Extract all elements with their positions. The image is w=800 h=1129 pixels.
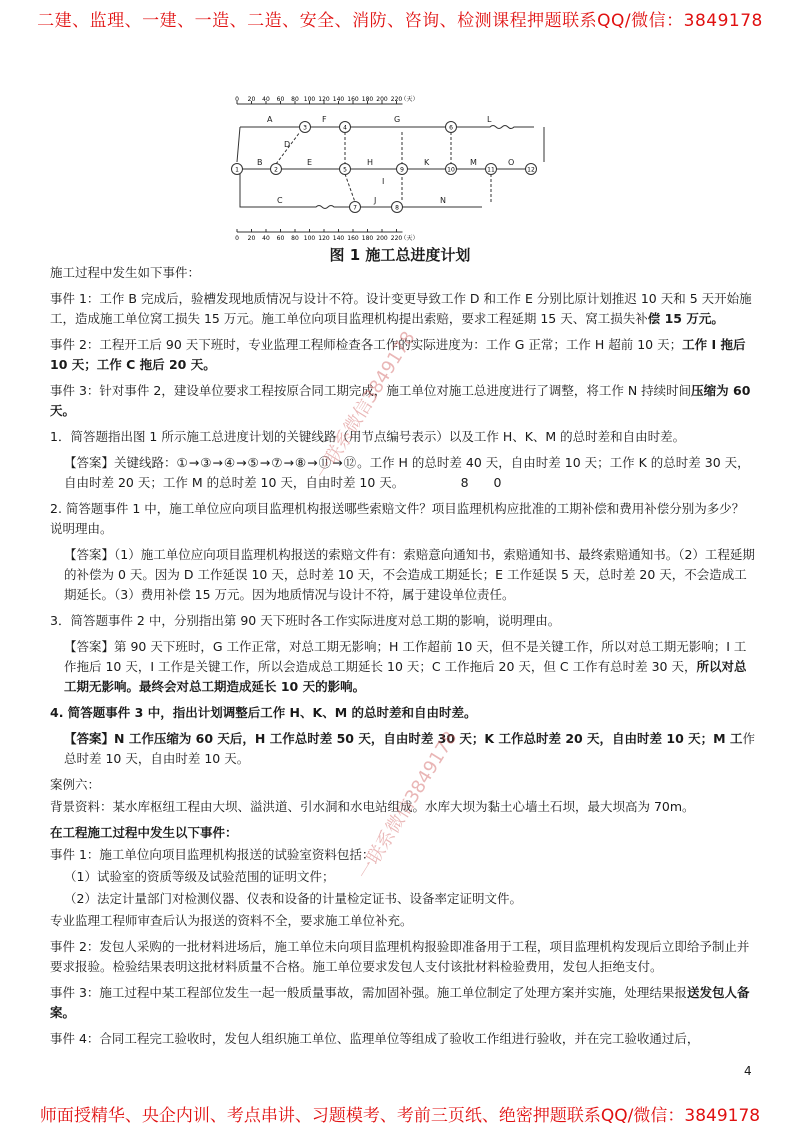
axis-tick-label: 20 bbox=[247, 235, 256, 242]
question-4: 4. 简答题事件 3 中，指出计划调整后工作 H、K、M 的总时差和自由时差。 bbox=[50, 705, 477, 720]
activity-label: M bbox=[470, 158, 477, 167]
axis-tick-label: 140 bbox=[332, 235, 345, 242]
activity-label: O bbox=[508, 158, 515, 167]
activity-label: A bbox=[267, 115, 273, 124]
node-label: 8 bbox=[395, 204, 399, 212]
axis-tick-label: 0 bbox=[235, 235, 239, 242]
axis-tick-label: 140 bbox=[332, 96, 345, 103]
axis-tick-label: 180 bbox=[361, 96, 374, 103]
activity-label: F bbox=[322, 115, 327, 124]
document-body bbox=[50, 263, 756, 1055]
case-event-3: 事件 3：施工过程中某工程部位发生一起一般质量事故，需加固补强。施工单位制定了处理方案并实施，处理结果报送发包人备案。 bbox=[50, 985, 750, 1020]
axis-unit-label: （天） bbox=[400, 96, 419, 103]
axis-tick-label: 40 bbox=[262, 96, 270, 103]
question-2: 2. 简答题事件 1 中，施工单位应向项目监理机构报送哪些索赔文件？项目监理机构应批准的工期补偿和费用补偿分别为多少？说明理由。 bbox=[50, 501, 745, 536]
node-label: 11 bbox=[487, 166, 495, 174]
case-event-1-item-2: （2）法定计量部门对检测仪器、仪表和设备的计量检定证书、设备率定证明文件。 bbox=[64, 891, 522, 906]
axis-tick-label: 120 bbox=[318, 235, 330, 242]
axis-tick-label: 220 bbox=[390, 235, 403, 242]
events-heading: 在工程施工过程中发生以下事件： bbox=[50, 825, 238, 840]
axis-tick-label: 20 bbox=[247, 96, 256, 103]
node-label: 4 bbox=[343, 124, 347, 132]
axis-tick-label: 180 bbox=[361, 235, 374, 242]
axis-tick-label: 80 bbox=[291, 96, 299, 103]
page-number: 4 bbox=[744, 1064, 752, 1078]
intro-text: 施工过程中发生如下事件： bbox=[50, 265, 201, 280]
axis-tick-label: 160 bbox=[347, 235, 359, 242]
axis-tick-label: 100 bbox=[303, 235, 316, 242]
question-3: 3．简答题事件 2 中，分别指出第 90 天下班时各工作实际进度对总工期的影响，说明理由。 bbox=[50, 613, 561, 628]
node-label: 5 bbox=[343, 166, 347, 174]
activity-label: L bbox=[487, 115, 492, 124]
time-axis-top bbox=[235, 96, 418, 104]
node-label: 9 bbox=[400, 166, 404, 174]
watermark-1: 一联系微信3849178 bbox=[311, 327, 420, 484]
background-text: 背景资料：某水库枢纽工程由大坝、溢洪道、引水洞和水电站组成。水库大坝为黏土心墙土石坝，最大坝高为 70m。 bbox=[50, 799, 695, 814]
event-1: 事件 1：工作 B 完成后，验槽发现地质情况与设计不符。设计变更导致工作 D 和工作 E 分别比原计划推迟 10 天和 5 天开始施工，造成施工单位窝工损失 15 万元。施工单位向项目监理机构提出索赔，要求工程延期 15 天、窝工损失补偿 15 万元。 bbox=[50, 291, 752, 326]
activity-label-layer bbox=[257, 115, 514, 205]
axis-tick-label: 80 bbox=[291, 235, 299, 242]
question-1: 1．简答题指出图 1 所示施工总进度计划的关键线路（用节点编号表示）以及工作 H、K、M 的总时差和自由时差。 bbox=[50, 429, 686, 444]
activity-label: G bbox=[394, 115, 401, 124]
axis-tick-label: 160 bbox=[347, 96, 359, 103]
axis-tick-label: 60 bbox=[276, 235, 285, 242]
event-2: 事件 2：工程开工后 90 天下班时，专业监理工程师检查各工作的实际进度为：工作 G 正常；工作 H 超前 10 天；工作 I 拖后 10 天；工作 C 拖后 20 天。 bbox=[50, 337, 746, 372]
activity-label: C bbox=[277, 196, 283, 205]
node-label: 10 bbox=[447, 166, 455, 174]
watermark-2: 一联系微信3849178 bbox=[353, 727, 462, 884]
activity-label: N bbox=[440, 196, 446, 205]
network-schedule-diagram bbox=[222, 92, 552, 242]
activity-label: B bbox=[257, 158, 263, 167]
activity-label: D bbox=[284, 140, 291, 149]
footer-banner: 师面授精华、央企内训、考点串讲、习题模考、考前三页纸、绝密押题联系QQ/微信：3849178 bbox=[39, 1106, 761, 1126]
figure-title: 图 1 施工总进度计划 bbox=[329, 246, 471, 264]
answer-3: 【答案】第 90 天下班时，G 工作正常，对总工期无影响；H 工作超前 10 天，但不是关键工作，所以对总工期无影响；I 工作拖后 10 天，I 工作是关键工作，所以会造成总工期延长 10 天；C 工作拖后 20 天，但 C 工作有总时差 30 天，所以对总工期无影响。最终会对总工期造成延长 10 天的影响。 bbox=[64, 639, 747, 694]
axis-tick-label: 200 bbox=[376, 96, 388, 103]
header-banner: 二建、监理、一建、一造、二造、安全、消防、咨询、检测课程押题联系QQ/微信：3849178 bbox=[37, 11, 763, 31]
review-text: 专业监理工程师审查后认为报送的资料不全，要求施工单位补充。 bbox=[50, 913, 413, 928]
activity-label: J bbox=[374, 196, 377, 205]
time-axis-bottom bbox=[235, 229, 418, 242]
case-event-1: 事件 1：施工单位向项目监理机构报送的试验室资料包括： bbox=[50, 847, 375, 862]
answer-1: 【答案】关键线路：①→③→④→⑤→⑦→⑧→⑪→⑫。工作 H 的总时差 40 天，自由时差 10 天；工作 K 的总时差 30 天，自由时差 20 天；工作 M 的总时差 10 天，自由时差 10 天。 8 0 bbox=[64, 455, 750, 490]
node-label: 1 bbox=[235, 166, 239, 174]
node-label: 12 bbox=[527, 166, 535, 174]
activity-label: H bbox=[367, 158, 374, 167]
axis-tick-label: 40 bbox=[262, 235, 270, 242]
axis-unit-label: （天） bbox=[400, 235, 419, 242]
activity-label: E bbox=[307, 158, 313, 167]
node-label: 3 bbox=[303, 124, 307, 132]
case-event-4: 事件 4：合同工程完工验收时，发包人组织施工单位、监理单位等组成了验收工作组进行验收，并在完工验收通过后， bbox=[50, 1031, 700, 1046]
activity-label: K bbox=[424, 158, 430, 167]
axis-tick-label: 0 bbox=[235, 96, 239, 103]
axis-tick-label: 200 bbox=[376, 235, 388, 242]
activity-label: I bbox=[382, 177, 385, 186]
answer-4: 【答案】N 工作压缩为 60 天后，H 工作总时差 50 天，自由时差 30 天；K 工作总时差 20 天，自由时差 10 天；M 工作总时差 10 天，自由时差 10 天。 bbox=[64, 731, 755, 766]
case-heading: 案例六： bbox=[50, 777, 101, 792]
axis-tick-label: 60 bbox=[276, 96, 285, 103]
node-label: 6 bbox=[449, 124, 453, 132]
axis-tick-label: 120 bbox=[318, 96, 330, 103]
case-event-2: 事件 2：发包人采购的一批材料进场后，施工单位未向项目监理机构报验即准备用于工程，项目监理机构发现后立即给予制止并要求报验。检验结果表明这批材料质量不合格。施工单位要求发包人支付该批材料检验费用，发包人拒绝支付。 bbox=[50, 939, 750, 974]
axis-tick-label: 100 bbox=[303, 96, 316, 103]
answer-2: 【答案】（1）施工单位应向项目监理机构报送的索赔文件有：索赔意向通知书，索赔通知书、最终索赔通知书。（2）工程延期的补偿为 0 天。因为 D 工作延误 10 天，总时差 10 天，不会造成工期延长；E 工作延误 5 天，总时差 20 天，不会造成工期延长。（3）费用补偿 15 万元。因为地质情况与设计不符，属于建设单位责任。 bbox=[64, 547, 755, 602]
node-label: 2 bbox=[274, 166, 278, 174]
node-label: 7 bbox=[353, 204, 357, 212]
event-3: 事件 3：针对事件 2，建设单位要求工程按原合同工期完成，施工单位对施工总进度进行了调整，将工作 N 持续时间压缩为 60 天。 bbox=[50, 383, 751, 418]
axis-tick-label: 220 bbox=[390, 96, 403, 103]
case-event-1-item-1: （1）试验室的资质等级及试验范围的证明文件； bbox=[64, 869, 335, 884]
